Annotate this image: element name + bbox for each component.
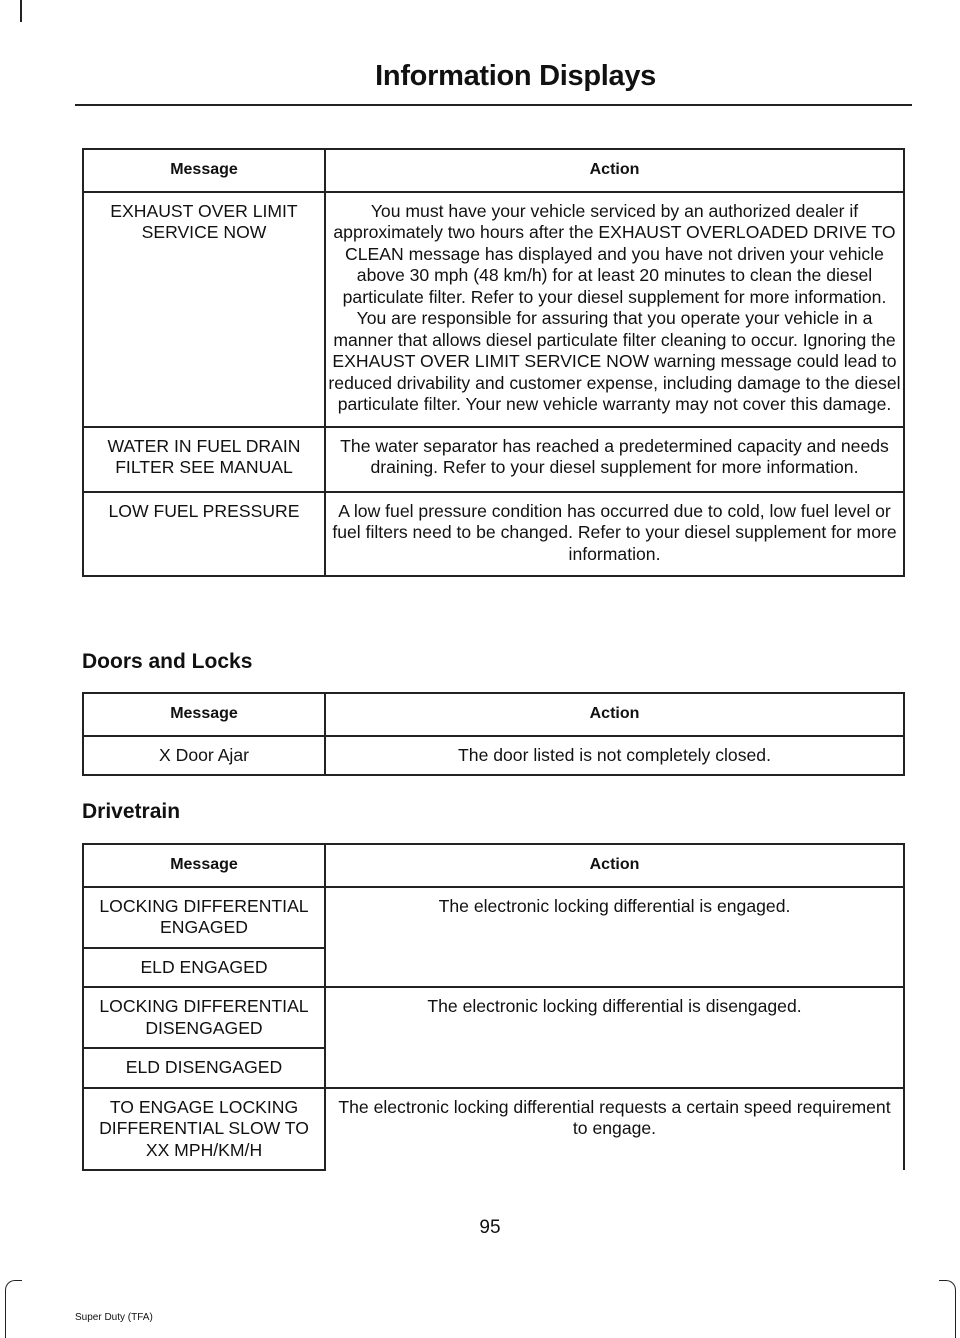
section-heading-drivetrain: Drivetrain xyxy=(82,800,181,823)
message-cell: EXHAUST OVER LIMIT SERVICE NOW xyxy=(83,192,325,427)
action-text: You are responsible for assuring that you operate your vehicle in a manner that allows diesel particulate filter cleaning to occur. Ignoring the EXHAUST OVER LIMIT SERVICE NOW warning message could lead to reduced drivability and customer expense, including damage to the diesel particulate filter. Your new vehicle warranty may not cover this damage. xyxy=(328,308,901,414)
action-text: The water separator has reached a predetermined capacity and needs draining. Refer to your diesel supplement for more information. xyxy=(340,435,889,477)
footer-doc-label: Super Duty (TFA) xyxy=(75,1312,153,1323)
page-number: 95 xyxy=(479,1217,501,1238)
action-cell xyxy=(325,192,904,427)
action-cell: The electronic locking differential is disengaged. xyxy=(325,987,904,1088)
action-cell xyxy=(325,492,904,577)
message-cell: TO ENGAGE LOCKING DIFFERENTIAL SLOW TO XX MPH/KM/H xyxy=(83,1088,325,1171)
action-cell: The electronic locking differential requests a certain speed requirement to engage. xyxy=(325,1088,904,1171)
table-header-row xyxy=(83,149,904,192)
table-row xyxy=(83,987,904,1048)
crop-mark xyxy=(5,1280,22,1338)
message-cell: LOCKING DIFFERENTIAL DISENGAGED xyxy=(83,987,325,1048)
table-row xyxy=(83,427,904,492)
table-row xyxy=(83,887,904,948)
table-row xyxy=(83,736,904,776)
table-row xyxy=(83,492,904,577)
action-cell: The door listed is not completely closed. xyxy=(325,736,904,776)
crop-mark xyxy=(20,0,22,22)
column-header-message: Message xyxy=(83,693,325,736)
message-cell: WATER IN FUEL DRAIN FILTER SEE MANUAL xyxy=(83,427,325,492)
message-cell: X Door Ajar xyxy=(83,736,325,776)
table-row xyxy=(83,1088,904,1171)
action-text: A low fuel pressure condition has occurred due to cold, low fuel level or fuel filters need to be changed. Refer to your diesel supplement for more information. xyxy=(332,500,897,564)
header-divider xyxy=(75,104,912,106)
message-cell: ELD ENGAGED xyxy=(83,948,325,988)
drivetrain-table xyxy=(82,843,905,1171)
doors-table xyxy=(82,692,905,776)
table-header-row xyxy=(83,844,904,887)
crop-mark xyxy=(939,1280,956,1338)
column-header-message: Message xyxy=(83,844,325,887)
messages-table xyxy=(82,148,905,577)
column-header-action: Action xyxy=(325,844,904,887)
action-cell: The electronic locking differential is engaged. xyxy=(325,887,904,988)
column-header-action: Action xyxy=(325,149,904,192)
action-text: You must have your vehicle serviced by an authorized dealer if approximately two hours after the EXHAUST OVERLOADED DRIVE TO CLEAN message has displayed and you have not driven your vehicle above 30 mph (48 km/h) for at least 20 minutes to clean the diesel particulate filter. Refer to your diesel supplement for more information. xyxy=(333,200,896,307)
action-cell xyxy=(325,427,904,492)
message-cell: LOCKING DIFFERENTIAL ENGAGED xyxy=(83,887,325,948)
page-title: Information Displays xyxy=(375,60,656,92)
message-cell: ELD DISENGAGED xyxy=(83,1048,325,1088)
table-header-row xyxy=(83,693,904,736)
column-header-action: Action xyxy=(325,693,904,736)
message-cell: LOW FUEL PRESSURE xyxy=(83,492,325,577)
table-row xyxy=(83,192,904,427)
column-header-message: Message xyxy=(83,149,325,192)
section-heading-doors: Doors and Locks xyxy=(82,650,253,673)
